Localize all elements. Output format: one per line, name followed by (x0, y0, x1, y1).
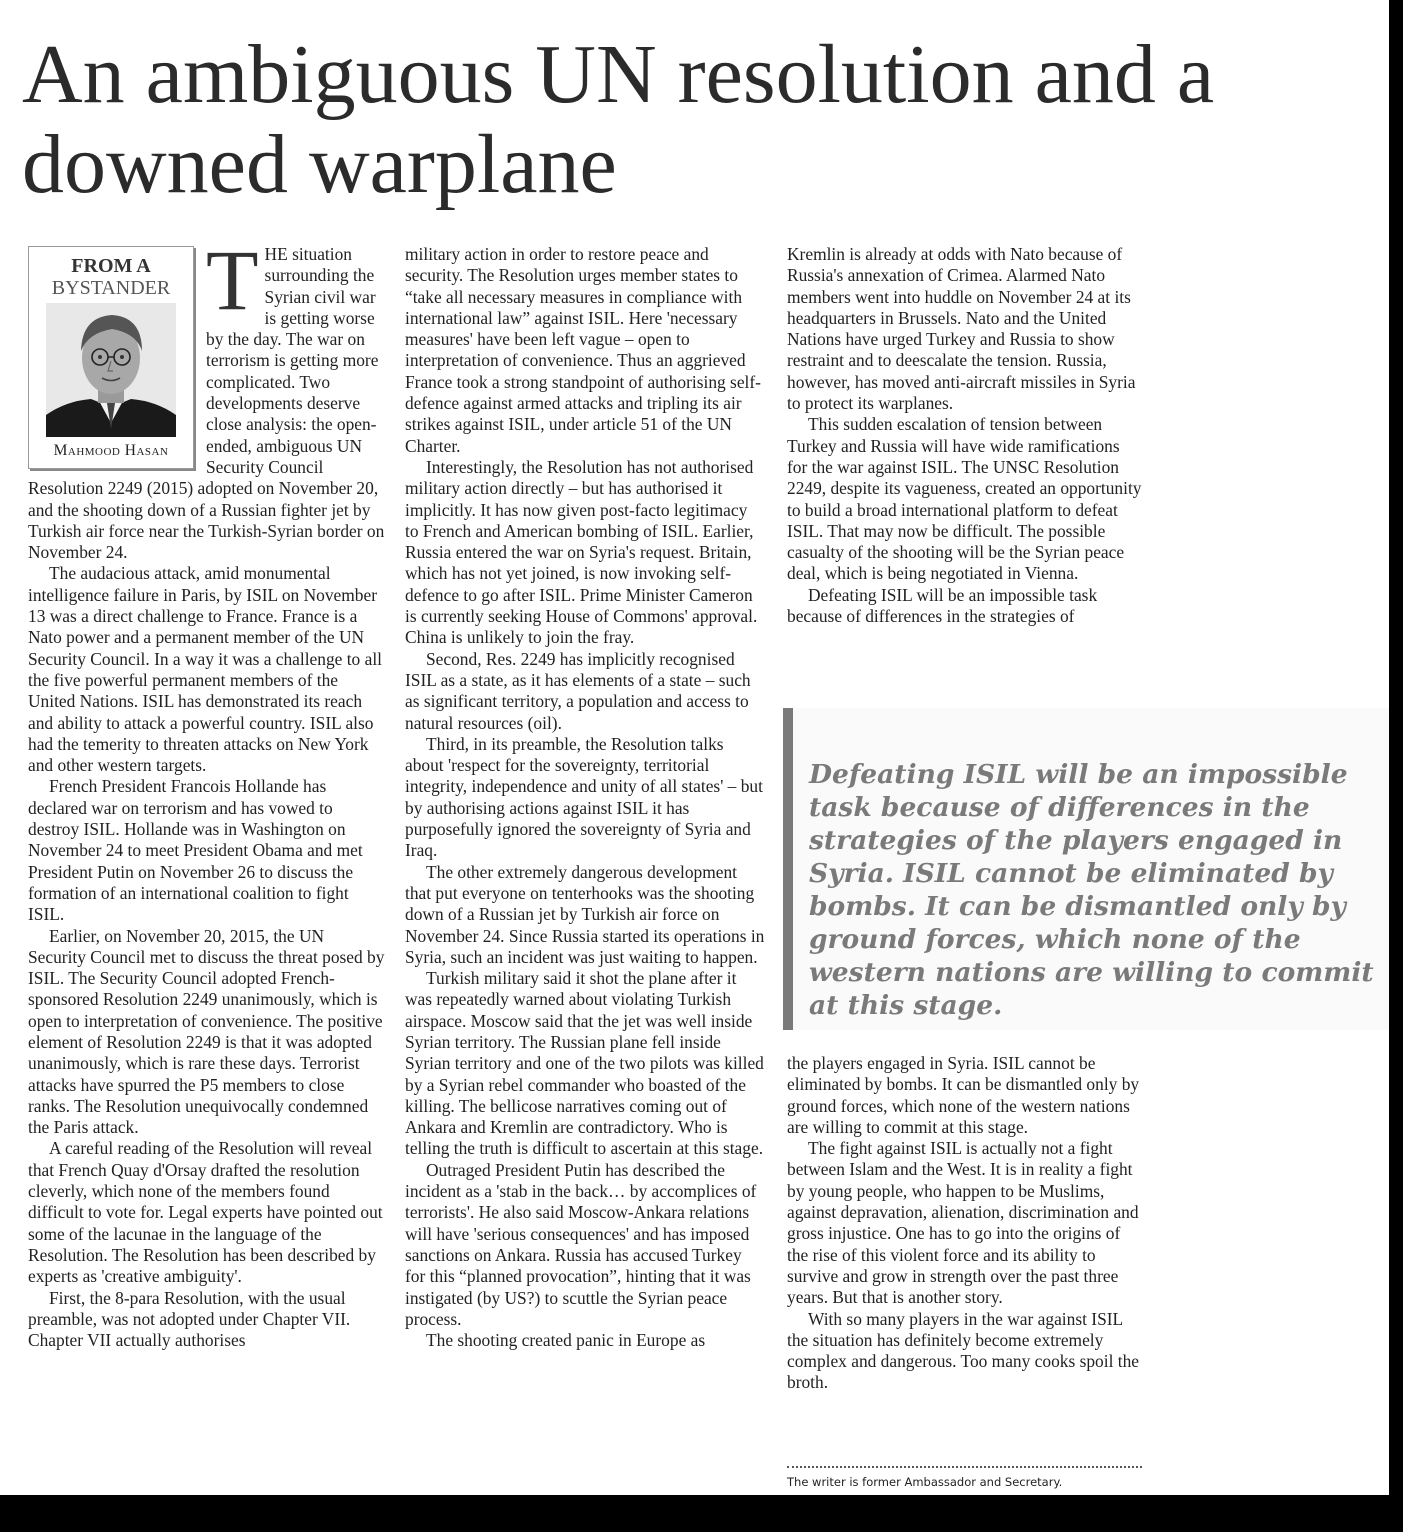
paragraph: With so many players in the war against ISIL the situation has definitely become extremely complex and dangerous. Too many cooks spoil the broth. (787, 1308, 1140, 1393)
footer-divider (787, 1466, 1142, 1468)
author-portrait (46, 303, 176, 437)
pull-quote-text: Defeating ISIL will be an impossible task because of differences in the strategies of the players engaged in Syria. ISIL cannot be eliminated by bombs. It can be dismantled only by ground forces, which none of the western nations are willing to commit at this stage. (809, 759, 1374, 1021)
paragraph: the players engaged in Syria. ISIL cannot be eliminated by bombs. It can be dismantled only by ground forces, which none of the western nations are willing to commit at this stage. (787, 1053, 1140, 1137)
paragraph: A careful reading of the Resolution will reveal that French Quay d'Orsay drafted the resolution cleverly, which none of the members found difficult to vote for. Legal experts have pointed out some of the lacunae in the language of the Resolution. The Resolution has been described by experts as 'creative ambiguity'. (28, 1138, 383, 1287)
byline-from: FROM A (71, 255, 151, 277)
paragraph: Defeating ISIL will be an impossible task because of differences in the strategies of (787, 584, 1098, 627)
pull-quote (783, 708, 1389, 1030)
paragraph: military action in order to restore peace and security. The Resolution urges member states to “take all necessary measures in compliance with international law” against ISIL. Here 'necessary measures' have been left vague – open to interpretation of convenience. Thus an aggrieved France took a strong standpoint of authorising self-defence against armed attacks and tripling its air strikes against ISIL, under article 51 of the UN Charter. (405, 244, 761, 456)
column-name: BYSTANDER (51, 277, 171, 299)
paragraph: First, the 8-para Resolution, with the usual preamble, was not adopted under Chapter VII. Chapter VII actually authorises (28, 1287, 351, 1351)
paragraph: Kremlin is already at odds with Nato because of Russia's annexation of Crimea. Alarmed Nato members went into huddle on November 24 at its headquarters in Brussels. Nato and the United Nations have urged Turkey and Russia to show restraint and to deescalate the tension. Russia, however, has moved anti-aircraft missiles in Syria to protect its warplanes. (787, 244, 1136, 414)
paragraph: French President Francois Hollande has declared war on terrorism and has vowed to destroy ISIL. Hollande was in Washington on November 24 to meet President Obama and met President Putin on November 26 to discuss the formation of an international coalition to fight ISIL. (28, 776, 363, 925)
dropcap: T (206, 232, 259, 328)
paragraph: Second, Res. 2249 has implicitly recognised ISIL as a state, as it has elements of a state – such as significant territory, a population and access to natural resources (oil). (405, 648, 751, 733)
author-name: Mahmood Hasan (53, 442, 169, 459)
paragraph: Earlier, on November 20, 2015, the UN Security Council met to discuss the threat posed by ISIL. The Security Council adopted French-sponsored Resolution 2249 unanimously, which is open to interpretation of convenience. The positive element of Resolution 2249 is that it was adopted unanimously, which is rare these days. Terrorist attacks have spurred the P5 members to close ranks. The Resolution unequivocally condemned the Paris attack. (28, 925, 385, 1138)
column-3 (787, 244, 1144, 627)
paragraph: The audacious attack, amid monumental intelligence failure in Paris, by ISIL on November 13 was a direct challenge to France. France is a Nato power and a permanent member of the UN Security Council. In a way it was a challenge to all the five powerful permanent members of the United Nations. ISIL has demonstrated its reach and ability to attack a powerful country. ISIL also had the temerity to threaten attacks on New York and other western targets. (28, 563, 382, 776)
paragraph: The fight against ISIL is actually not a fight between Islam and the West. It is in reality a fight by young people, who happen to be Muslims, against depravation, alienation, discrimination and gross injustice. One has to go into the origins of the rise of this violent force and its ability to survive and grow in strength over the past three years. But that is another story. (787, 1138, 1139, 1308)
byline-box (28, 246, 194, 469)
paragraph: This sudden escalation of tension between Turkey and Russia will have wide ramifications for the war against ISIL. The UNSC Resolution 2249, despite its vagueness, created an opportunity to build a broad international platform to defeat ISIL. That may now be difficult. The possible casualty of the shooting will be the Syrian peace deal, which is being negotiated in Vienna. (787, 414, 1142, 584)
headline: An ambiguous UN resolution and a downed warplane (22, 28, 1215, 211)
column-1 (28, 232, 385, 1351)
writer-note: The writer is former Ambassador and Secretary. (787, 1475, 1063, 1489)
paragraph: Third, in its preamble, the Resolution talks about 'respect for the sovereignty, territorial integrity, independence and unity of all states' – but by authorising actions against ISIL it has purposefully ignored the sovereignty of Syria and Iraq. (405, 733, 763, 861)
paragraph-text: HE situation surrounding the Syrian civil war is getting worse by the day. The war on terrorism is getting more complicated. Two developments deserve close analysis: the open-ended, ambiguous UN Security Council Resolution 2249 (2015) adopted on November 20, and the shooting down of a Russian fighter jet by Turkish air force near the Turkish-Syrian border on November 24. (28, 244, 385, 563)
paragraph: Outraged President Putin has described the incident as a 'stab in the back… by accomplices of terrorists'. He also said Moscow-Ankara relations will have 'serious consequences' and has imposed sanctions on Ankara. Russia has accused Turkey for this “planned provocation”, hinting that it was instigated (by US?) to scuttle the Syrian peace process. (405, 1159, 757, 1329)
paragraph: The other extremely dangerous development that put everyone on tenterhooks was the shooting down of a Russian jet by Turkish air force on November 24. Since Russia started its operations in Syria, such an incident was just waiting to happen. (405, 861, 765, 967)
column-3-continued (787, 1053, 1144, 1394)
paragraph: Turkish military said it shot the plane after it was repeatedly warned about violating Turkish airspace. Moscow said that the jet was well inside Syrian territory. The Russian plane fell inside Syrian territory and one of the two pilots was killed by a Syrian rebel commander who boasted of the killing. The bellicose narratives coming out of Ankara and Kremlin are contradictory. Who is telling the truth is difficult to ascertain at this stage. (405, 968, 764, 1159)
paragraph: The shooting created panic in Europe as (426, 1330, 706, 1351)
column-2 (405, 244, 765, 1351)
paragraph: Interestingly, the Resolution has not authorised military action directly – but has authorised it implicitly. It has now given post-facto legitimacy to French and American bombing of ISIL. Earlier, Russia entered the war on Syria's request. Britain, which has not yet joined, is now invoking self-defence to go after ISIL. Prime Minister Cameron is currently seeking House of Commons' approval. China is unlikely to join the fray. (405, 456, 758, 648)
